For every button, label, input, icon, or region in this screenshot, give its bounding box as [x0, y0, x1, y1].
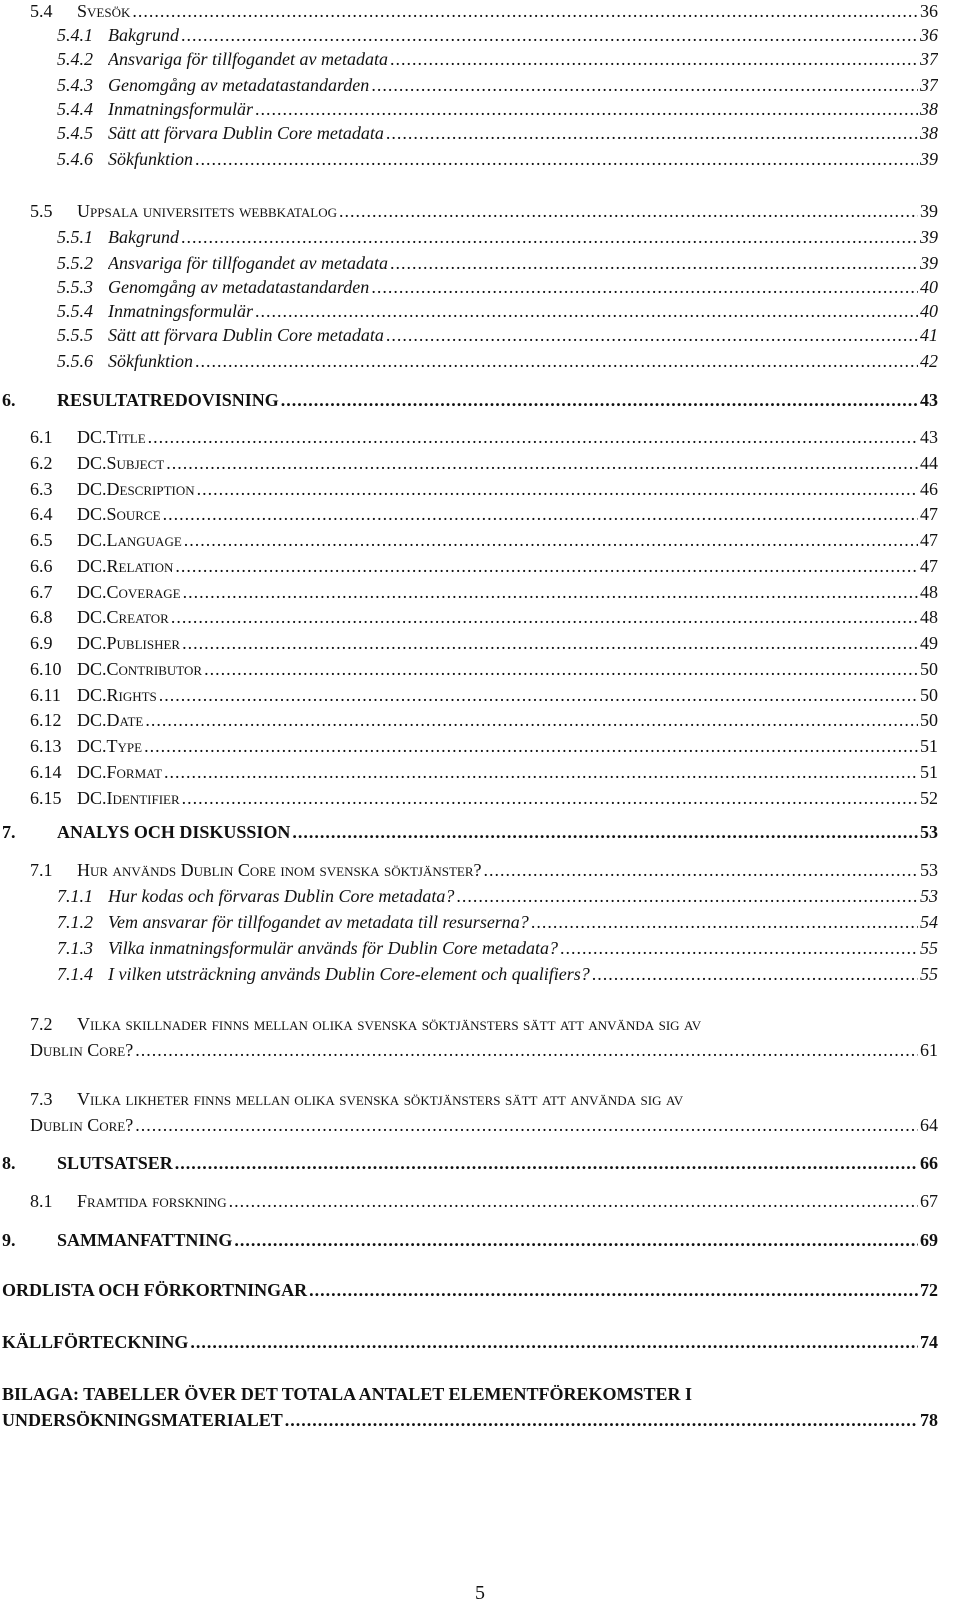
toc-page-number: 44 [920, 453, 938, 473]
toc-number: 8.1 [30, 1191, 53, 1211]
dot-leader [175, 555, 918, 577]
toc-entry-kallforteckning[interactable] [0, 1331, 960, 1353]
toc-entry-5-5-6[interactable] [0, 350, 960, 372]
toc-entry-6-14[interactable] [0, 761, 960, 783]
toc-page-number: 64 [920, 1115, 938, 1135]
dot-leader [339, 200, 918, 222]
toc-entry-6-15[interactable] [0, 787, 960, 809]
toc-entry-ordlista[interactable] [0, 1279, 960, 1301]
dot-leader [592, 963, 918, 985]
toc-title: DC.Creator [77, 607, 169, 627]
toc-number: 6.8 [30, 607, 53, 627]
toc-number: 6.12 [30, 710, 62, 730]
toc-number: 7.1.4 [57, 964, 93, 984]
toc-title: DC.Publisher [77, 633, 181, 653]
toc-title: Vilka skillnader finns mellan olika svenska söktjänsters sätt att använda sig av [77, 1014, 702, 1034]
dot-leader [190, 1331, 918, 1353]
toc-title: Sätt att förvara Dublin Core metadata [108, 325, 384, 345]
dot-leader [204, 658, 918, 680]
toc-page-number: 39 [920, 253, 938, 273]
toc-entry-5-4[interactable] [0, 0, 960, 22]
toc-page-number: 42 [920, 351, 938, 371]
dot-leader [148, 426, 918, 448]
toc-page-number: 40 [920, 301, 938, 321]
toc-title: DC.Description [77, 479, 195, 499]
toc-page-number: 39 [920, 149, 938, 169]
toc-number: 7.1.3 [57, 938, 93, 958]
page-number-footer: 5 [475, 1582, 485, 1604]
toc-number: 5.5 [30, 201, 53, 221]
dot-leader [371, 276, 918, 298]
toc-entry-5-4-4[interactable] [0, 98, 960, 120]
toc-page-number: 38 [920, 123, 938, 143]
toc-page-number: 41 [920, 325, 938, 345]
dot-leader [144, 735, 918, 757]
toc-entry-5-4-5[interactable] [0, 122, 960, 144]
toc-number: 5.4.5 [57, 123, 93, 143]
toc-entry-6-11[interactable] [0, 684, 960, 706]
toc-page-number: 67 [920, 1191, 938, 1211]
toc-number: 5.4.6 [57, 149, 93, 169]
toc-number: 5.4.4 [57, 99, 93, 119]
toc-title: Vem ansvarar för tillfogandet av metadata till resurserna? [108, 912, 529, 932]
toc-page-number: 50 [920, 659, 938, 679]
toc-title: SLUTSATSER [57, 1153, 173, 1173]
toc-title: Ansvariga för tillfogandet av metadata [108, 253, 388, 273]
toc-title: Hur används Dublin Core inom svenska söktjänster? [77, 860, 482, 880]
toc-page-number: 43 [920, 390, 938, 410]
dot-leader [229, 1190, 918, 1212]
dot-leader [285, 1409, 918, 1431]
toc-number: 6. [2, 390, 16, 410]
toc-page-number: 48 [920, 607, 938, 627]
toc-entry-bilaga[interactable] [0, 1383, 960, 1405]
toc-title: RESULTATREDOVISNING [57, 390, 279, 410]
toc-title: BILAGA: TABELLER ÖVER DET TOTALA ANTALET ELEMENTFÖREKOMSTER I [2, 1384, 693, 1404]
toc-entry-6-1[interactable] [0, 426, 960, 448]
toc-entry-6-13[interactable] [0, 735, 960, 757]
toc-number: 5.4.1 [57, 25, 93, 45]
toc-title: DC.Language [77, 530, 182, 550]
dot-leader [182, 787, 918, 809]
toc-number: 7.2 [30, 1014, 53, 1034]
toc-page-number: 36 [920, 1, 938, 21]
toc-page-number: 37 [920, 75, 938, 95]
toc-entry-7-2-continuation[interactable] [0, 1039, 960, 1061]
toc-page-number: 47 [920, 530, 938, 550]
toc-page-number: 47 [920, 556, 938, 576]
dot-leader [175, 1152, 918, 1174]
toc-number: 6.4 [30, 504, 53, 524]
dot-leader [145, 709, 918, 731]
toc-number: 5.5.4 [57, 301, 93, 321]
dot-leader [255, 98, 918, 120]
toc-number: 7.1 [30, 860, 53, 880]
toc-title: DC.Contributor [77, 659, 203, 679]
toc-title: DC.Coverage [77, 582, 181, 602]
toc-number: 6.15 [30, 788, 62, 808]
toc-title: Ansvariga för tillfogandet av metadata [108, 49, 388, 69]
dot-leader [197, 478, 918, 500]
toc-title: Framtida forskning [77, 1191, 227, 1211]
toc-page-number: 78 [920, 1410, 938, 1430]
dot-leader [181, 226, 918, 248]
dot-leader [390, 48, 918, 70]
toc-title: DC.Relation [77, 556, 174, 576]
dot-leader [132, 0, 918, 22]
toc-number: 9. [2, 1230, 16, 1250]
dot-leader [386, 122, 918, 144]
toc-page-number: 55 [920, 938, 938, 958]
toc-title: DC.Format [77, 762, 163, 782]
toc-entry-7-3-continuation[interactable] [0, 1114, 960, 1136]
toc-title: Genomgång av metadatastandarden [108, 277, 370, 297]
dot-leader [234, 1229, 918, 1251]
toc-page-number: 55 [920, 964, 938, 984]
toc-page-number: 39 [920, 201, 938, 221]
toc-page-number: 52 [920, 788, 938, 808]
dot-leader [309, 1279, 918, 1301]
dot-leader [184, 529, 918, 551]
toc-entry-7-1-3[interactable] [0, 937, 960, 959]
dot-leader [164, 761, 918, 783]
dot-leader [195, 148, 918, 170]
dot-leader [456, 885, 918, 907]
toc-number: 5.4.2 [57, 49, 93, 69]
toc-title: KÄLLFÖRTECKNING [2, 1332, 189, 1352]
toc-page-number: 49 [920, 633, 938, 653]
toc-title: Vilka likheter finns mellan olika svenska söktjänsters sätt att använda sig av [77, 1089, 684, 1109]
dot-leader [281, 389, 918, 411]
toc-number: 6.3 [30, 479, 53, 499]
dot-leader [560, 937, 918, 959]
dot-leader [531, 911, 918, 933]
toc-number: 8. [2, 1153, 16, 1173]
toc-page-number: 72 [920, 1280, 938, 1300]
toc-entry-8[interactable] [0, 1152, 960, 1174]
toc-entry-8-1[interactable] [0, 1190, 960, 1212]
toc-page-number: 48 [920, 582, 938, 602]
dot-leader [292, 821, 918, 843]
toc-number: 6.11 [30, 685, 61, 705]
toc-entry-5-5[interactable] [0, 200, 960, 222]
toc-title: Sätt att förvara Dublin Core metadata [108, 123, 384, 143]
toc-page-number: 47 [920, 504, 938, 524]
toc-number: 5.5.5 [57, 325, 93, 345]
toc-entry-7-1-2[interactable] [0, 911, 960, 933]
toc-entry-6-4[interactable] [0, 503, 960, 525]
toc-number: 6.2 [30, 453, 53, 473]
dot-leader [484, 859, 918, 881]
toc-title: DC.Identifier [77, 788, 180, 808]
toc-title: Sökfunktion [108, 351, 193, 371]
toc-number: 6.13 [30, 736, 62, 756]
dot-leader [195, 350, 918, 372]
toc-title: Svesök [77, 1, 131, 21]
toc-entry-7-3[interactable] [0, 1088, 960, 1110]
toc-title: SAMMANFATTNING [57, 1230, 233, 1250]
dot-leader [181, 24, 918, 46]
toc-title: Inmatningsformulär [108, 301, 254, 321]
toc-number: 7. [2, 822, 16, 842]
toc-page-number: 51 [920, 762, 938, 782]
toc-entry-5-4-3[interactable] [0, 74, 960, 96]
toc-entry-7-1[interactable] [0, 859, 960, 881]
dot-leader [135, 1114, 918, 1136]
toc-entry-9[interactable] [0, 1229, 960, 1251]
toc-entry-6-12[interactable] [0, 709, 960, 731]
toc-number: 5.5.6 [57, 351, 93, 371]
toc-number: 6.5 [30, 530, 53, 550]
dot-leader [255, 300, 918, 322]
toc-title: DC.Subject [77, 453, 165, 473]
toc-entry-6-9[interactable] [0, 632, 960, 654]
toc-entry-bilaga-continuation[interactable] [0, 1409, 960, 1431]
toc-number: 6.9 [30, 633, 53, 653]
dot-leader [166, 452, 918, 474]
toc-entry-6-10[interactable] [0, 658, 960, 680]
toc-entry-6-2[interactable] [0, 452, 960, 474]
toc-number: 7.1.1 [57, 886, 93, 906]
dot-leader [386, 324, 918, 346]
toc-page-number: 51 [920, 736, 938, 756]
toc-number: 7.3 [30, 1089, 53, 1109]
toc-entry-7[interactable] [0, 821, 960, 843]
toc-number: 5.5.1 [57, 227, 93, 247]
toc-title-continuation: Dublin Core? [30, 1115, 134, 1135]
dot-leader [171, 606, 918, 628]
toc-page-number: 37 [920, 49, 938, 69]
toc-page-number: 50 [920, 710, 938, 730]
toc-entry-5-5-2[interactable] [0, 252, 960, 274]
toc-title-continuation: UNDERSÖKNINGSMATERIALET [2, 1410, 283, 1430]
toc-title: I vilken utsträckning används Dublin Core-element och qualifiers? [108, 964, 590, 984]
toc-entry-6-8[interactable] [0, 606, 960, 628]
dot-leader [135, 1039, 918, 1061]
dot-leader [163, 503, 918, 525]
toc-number: 5.5.2 [57, 253, 93, 273]
dot-leader [159, 684, 918, 706]
toc-title: Inmatningsformulär [108, 99, 254, 119]
dot-leader [390, 252, 918, 274]
toc-title: DC.Date [77, 710, 144, 730]
toc-entry-5-5-1[interactable] [0, 226, 960, 248]
toc-page-number: 61 [920, 1040, 938, 1060]
toc-entry-5-5-5[interactable] [0, 324, 960, 346]
toc-entry-6-7[interactable] [0, 581, 960, 603]
toc-page-number: 53 [920, 822, 938, 842]
toc-page-number: 50 [920, 685, 938, 705]
toc-number: 5.4 [30, 1, 53, 21]
toc-title: Genomgång av metadatastandarden [108, 75, 370, 95]
toc-entry-5-5-3[interactable] [0, 276, 960, 298]
toc-page-number: 40 [920, 277, 938, 297]
toc-title: DC.Source [77, 504, 161, 524]
toc-entry-6-5[interactable] [0, 529, 960, 551]
toc-title-continuation: Dublin Core? [30, 1040, 134, 1060]
toc-title: DC.Title [77, 427, 146, 447]
toc-title: Bakgrund [108, 25, 179, 45]
toc-entry-6-3[interactable] [0, 478, 960, 500]
toc-entry-7-1-1[interactable] [0, 885, 960, 907]
toc-entry-7-2[interactable] [0, 1013, 960, 1035]
dot-leader [182, 632, 918, 654]
toc-title: Vilka inmatningsformulär används för Dublin Core metadata? [108, 938, 558, 958]
toc-entry-5-4-6[interactable] [0, 148, 960, 170]
toc-title: Hur kodas och förvaras Dublin Core metadata? [108, 886, 455, 906]
toc-page-number: 36 [920, 25, 938, 45]
toc-page-number: 54 [920, 912, 938, 932]
toc-number: 7.1.2 [57, 912, 93, 932]
toc-entry-5-4-2[interactable] [0, 48, 960, 70]
toc-number: 6.1 [30, 427, 53, 447]
toc-entry-5-5-4[interactable] [0, 300, 960, 322]
toc-title: Uppsala universitets webbkatalog [77, 201, 338, 221]
toc-number: 6.10 [30, 659, 62, 679]
toc-page-number: 39 [920, 227, 938, 247]
toc-page-number: 38 [920, 99, 938, 119]
toc-number: 5.5.3 [57, 277, 93, 297]
toc-page-number: 43 [920, 427, 938, 447]
toc-page-number: 46 [920, 479, 938, 499]
toc-number: 6.7 [30, 582, 53, 602]
toc-title: ANALYS OCH DISKUSSION [57, 822, 291, 842]
toc-entry-7-1-4[interactable] [0, 963, 960, 985]
toc-page-number: 66 [920, 1153, 938, 1173]
toc-number: 6.14 [30, 762, 62, 782]
toc-entry-6-6[interactable] [0, 555, 960, 577]
toc-title: DC.Type [77, 736, 143, 756]
toc-page-number: 74 [920, 1332, 938, 1352]
dot-leader [371, 74, 918, 96]
toc-title: DC.Rights [77, 685, 157, 705]
toc-number: 5.4.3 [57, 75, 93, 95]
toc-title: Bakgrund [108, 227, 179, 247]
toc-page-number: 69 [920, 1230, 938, 1250]
dot-leader [183, 581, 918, 603]
toc-page-number: 53 [920, 886, 938, 906]
toc-entry-6[interactable] [0, 389, 960, 411]
toc-entry-5-4-1[interactable] [0, 24, 960, 46]
toc-page-number: 53 [920, 860, 938, 880]
toc-title: ORDLISTA OCH FÖRKORTNINGAR [2, 1280, 308, 1300]
toc-title: Sökfunktion [108, 149, 193, 169]
toc-number: 6.6 [30, 556, 53, 576]
